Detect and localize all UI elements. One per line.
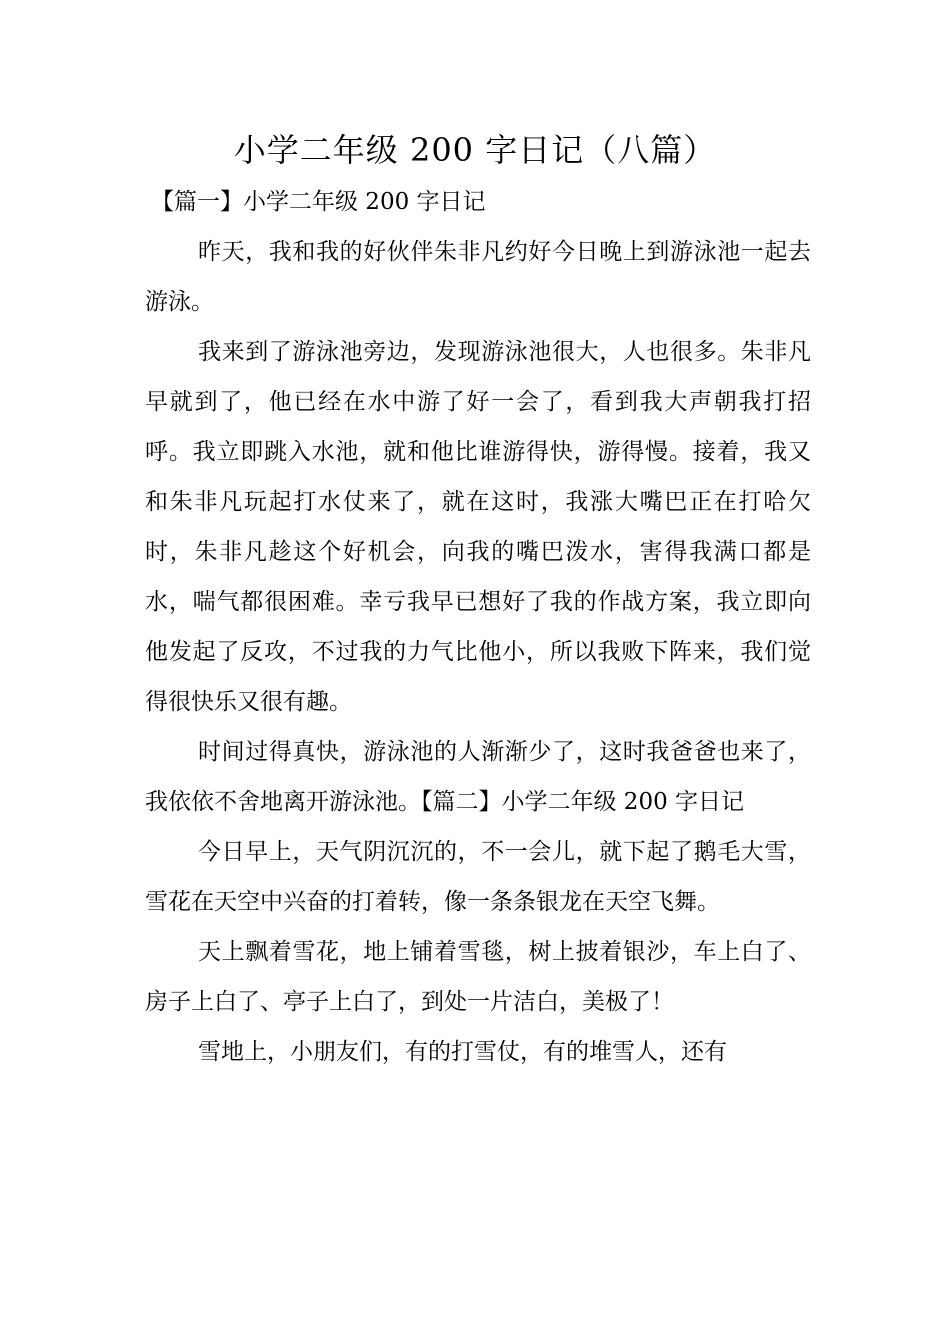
paragraph: 天上飘着雪花，地上铺着雪毯，树上披着银沙，车上白了、房子上白了、亭子上白了，到处一片洁白，美极了！	[145, 939, 811, 1015]
document-title: 小学二年级 200 字日记（八篇）	[233, 131, 717, 169]
paragraph: 今日早上，天气阴沉沉的，不一会儿，就下起了鹅毛大雪，雪花在天空中兴奋的打着转，像一条条银龙在天空飞舞。	[145, 839, 811, 915]
section-heading: 【篇一】小学二年级 200 字日记	[151, 189, 486, 215]
paragraph: 我来到了游泳池旁边，发现游泳池很大，人也很多。朱非凡早就到了，他已经在水中游了好一会了，看到我大声朝我打招呼。我立即跳入水池，就和他比谁游得快，游得慢。接着，我又和朱非凡玩起打水仗来了，就在这时，我涨大嘴巴正在打哈欠时，朱非凡趁这个好机会，向我的嘴巴泼水，害得我满口都是水，喘气都很困难。幸亏我早已想好了我的作战方案，我立即向他发起了反攻，不过我的力气比他小，所以我败下阵来，我们觉得很快乐又很有趣。	[145, 339, 811, 715]
paragraph: 时间过得真快，游泳池的人渐渐少了，这时我爸爸也来了，我依依不舍地离开游泳池。【篇二】小学二年级 200 字日记	[145, 739, 811, 815]
paragraph: 昨天，我和我的好伙伴朱非凡约好今日晚上到游泳池一起去游泳。	[145, 239, 811, 315]
document-body	[145, 177, 811, 1077]
paragraph: 雪地上，小朋友们，有的打雪仗，有的堆雪人，还有	[198, 1039, 727, 1065]
